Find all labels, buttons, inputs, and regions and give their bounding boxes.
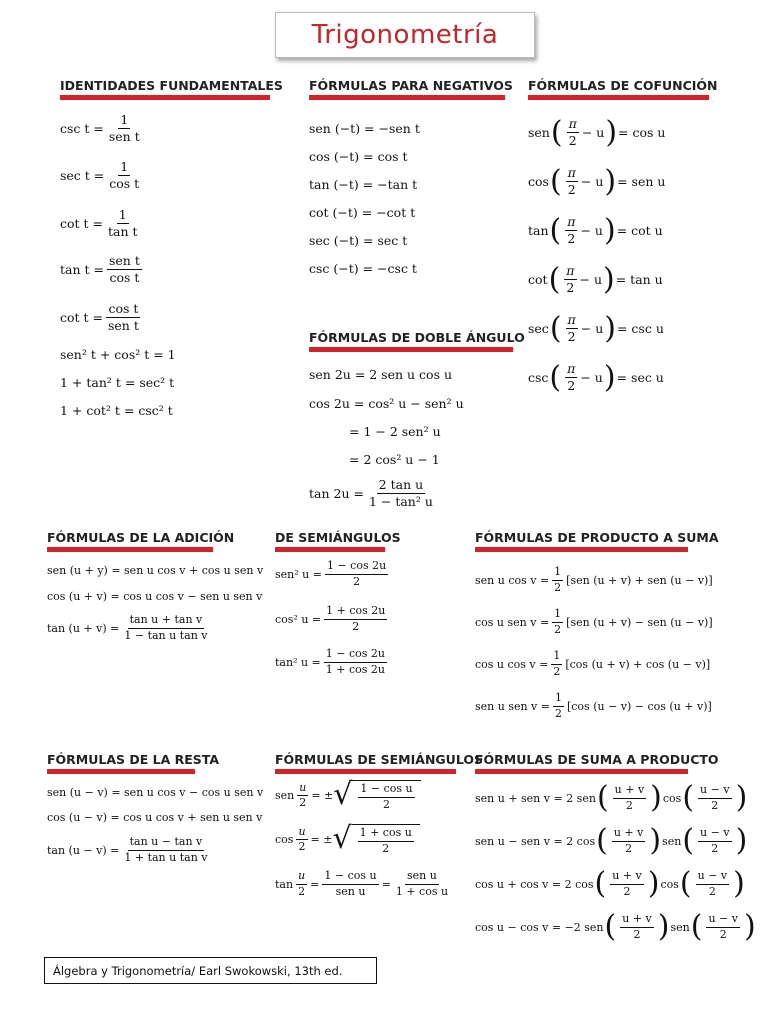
identity-csc: csc t = 1 sen t xyxy=(60,112,140,145)
header-cofuncion: FÓRMULAS DE COFUNCIÓN xyxy=(528,78,709,100)
doble-tan: tan 2u = $\frac{\text{2 tan u}}{\text{1 − tan² u}}$ xyxy=(309,477,433,510)
resta-cos: cos (u − v) = cos u cos v + sen u sen v xyxy=(47,811,263,824)
adicion-sen: sen (u + y) = sen u cos v + cos u sen v xyxy=(47,564,264,577)
doble-cos-alt-2: = 2 cos² u − 1 xyxy=(349,452,440,467)
negativo-cot: cot (−t) = −cot t xyxy=(309,204,416,220)
cofuncion-cos: cos ( π 2 − u ) = sen u xyxy=(528,163,666,199)
source-citation-text: Álgebra y Trigonometría/ Earl Swokowski, 13th ed. xyxy=(53,963,343,978)
header-semiangulos-1: DE SEMIÁNGULOS xyxy=(275,530,385,552)
negativos-list xyxy=(309,114,420,282)
semi-sen-cuadrado: sen² u = $\frac{1 - \cos 2u}{2}$ xyxy=(275,559,387,588)
doble-sen: sen 2u = 2 sen u cos u xyxy=(309,367,453,382)
suma-producto-4: cos u − cos v = −2 sen ( u + v 2 ) sen ( u − v 2 ) xyxy=(475,909,756,944)
source-citation xyxy=(44,957,377,984)
semi2-sen: sen $\frac{u}{2}$ = ± √ 1 − cos u 2 xyxy=(275,780,421,811)
resta-sen: sen (u − v) = sen u cos v − cos u sen v xyxy=(47,786,264,799)
negativo-tan: tan (−t) = −tan t xyxy=(309,176,418,192)
semi2-tan: tan $\frac{u}{2}$ = 1 − cos u sen u = sen u 1 + cos u xyxy=(275,869,449,898)
identity-tan-quotient: tan t = sen t cos t xyxy=(60,253,140,286)
header-semiangulos-2: FÓRMULAS DE SEMIÁNGULOS xyxy=(275,752,456,774)
doble-cos: cos 2u = cos² u − sen² u xyxy=(309,396,464,411)
header-negativos: FÓRMULAS PARA NEGATIVOS xyxy=(309,78,505,100)
resta-tan: tan (u − v) = $\frac{\text{tan u − tan v}}{\text{1 + tan u tan v}}$ xyxy=(47,835,208,864)
producto-suma-3: cos u cos v = $\frac{1}{2}$ [cos (u + v) + cos (u − v)] xyxy=(475,649,711,678)
cofuncion-csc: csc ( π 2 − u ) = sec u xyxy=(528,359,664,395)
cofuncion-tan: tan ( π 2 − u ) = cot u xyxy=(528,212,663,248)
adicion-cos: cos (u + v) = cos u cos v − sen u sen v xyxy=(47,590,263,603)
semi-cos-cuadrado: cos² u = $\frac{1 + \cos 2u}{2}$ xyxy=(275,604,386,633)
doble-cos-alt-1: = 1 − 2 sen² u xyxy=(349,424,441,439)
negativo-csc: csc (−t) = −csc t xyxy=(309,260,417,276)
header-resta: FÓRMULAS DE LA RESTA xyxy=(47,752,195,774)
cofuncion-sen: sen ( π 2 − u ) = cos u xyxy=(528,114,666,150)
suma-producto-1: sen u + sen v = 2 sen ( u + v 2 ) cos ( u − v 2 ) xyxy=(475,780,748,815)
identity-cot-quotient: cot t = cos t sen t xyxy=(60,301,139,334)
identity-sec: sec t = $\frac{1}{\text{cos t}}$ xyxy=(60,159,140,192)
header-suma-producto: FÓRMULAS DE SUMA A PRODUCTO xyxy=(475,752,688,774)
cofuncion-sec: sec ( π 2 − u ) = csc u xyxy=(528,310,664,346)
producto-suma-4: sen u sen v = $\frac{1}{2}$ [cos (u − v) − cos (u + v)] xyxy=(475,691,712,720)
header-doble-angulo: FÓRMULAS DE DOBLE ÁNGULO xyxy=(309,330,513,352)
cofuncion-cot: cot ( π 2 − u ) = tan u xyxy=(528,261,663,297)
header-producto-suma: FÓRMULAS DE PRODUCTO A SUMA xyxy=(475,530,688,552)
suma-producto-2: sen u − sen v = 2 cos ( u + v 2 ) sen ( u − v 2 ) xyxy=(475,823,748,858)
cofuncion-list xyxy=(528,108,665,402)
negativo-sen: sen (−t) = −sen t xyxy=(309,120,420,136)
producto-suma-1: sen u cos v = $\frac{1}{2}$ [sen (u + v) + sen (u − v)] xyxy=(475,565,713,594)
identity-cot: cot t = $\frac{1}{\text{tan t}}$ xyxy=(60,207,138,240)
adicion-tan: tan (u + v) = $\frac{\text{tan u + tan v}}{\text{1 − tan u tan v}}$ xyxy=(47,613,208,642)
title-box xyxy=(275,12,535,58)
identity-pythagorean-1: sen² t + cos² t = 1 xyxy=(60,347,176,362)
semi2-cos: cos $\frac{u}{2}$ = ± √ 1 + cos u 2 xyxy=(275,824,420,855)
page-title: Trigonometría xyxy=(311,20,499,50)
semi-tan-cuadrado: tan² u = $\frac{1 - \cos 2u}{1 + \cos 2u}$ xyxy=(275,647,385,676)
suma-producto-3: cos u + cos v = 2 cos ( u + v 2 ) cos ( u − v 2 ) xyxy=(475,866,745,901)
producto-suma-2: cos u sen v = $\frac{1}{2}$ [sen (u + v) − sen (u − v)] xyxy=(475,607,713,636)
identity-pythagorean-2: 1 + tan² t = sec² t xyxy=(60,375,175,390)
header-identidades: IDENTIDADES FUNDAMENTALES xyxy=(60,78,270,100)
negativo-sec: sec (−t) = sec t xyxy=(309,232,408,248)
identity-pythagorean-3: 1 + cot² t = csc² t xyxy=(60,403,173,418)
header-adicion: FÓRMULAS DE LA ADICIÓN xyxy=(47,530,213,552)
negativo-cos: cos (−t) = cos t xyxy=(309,148,408,164)
